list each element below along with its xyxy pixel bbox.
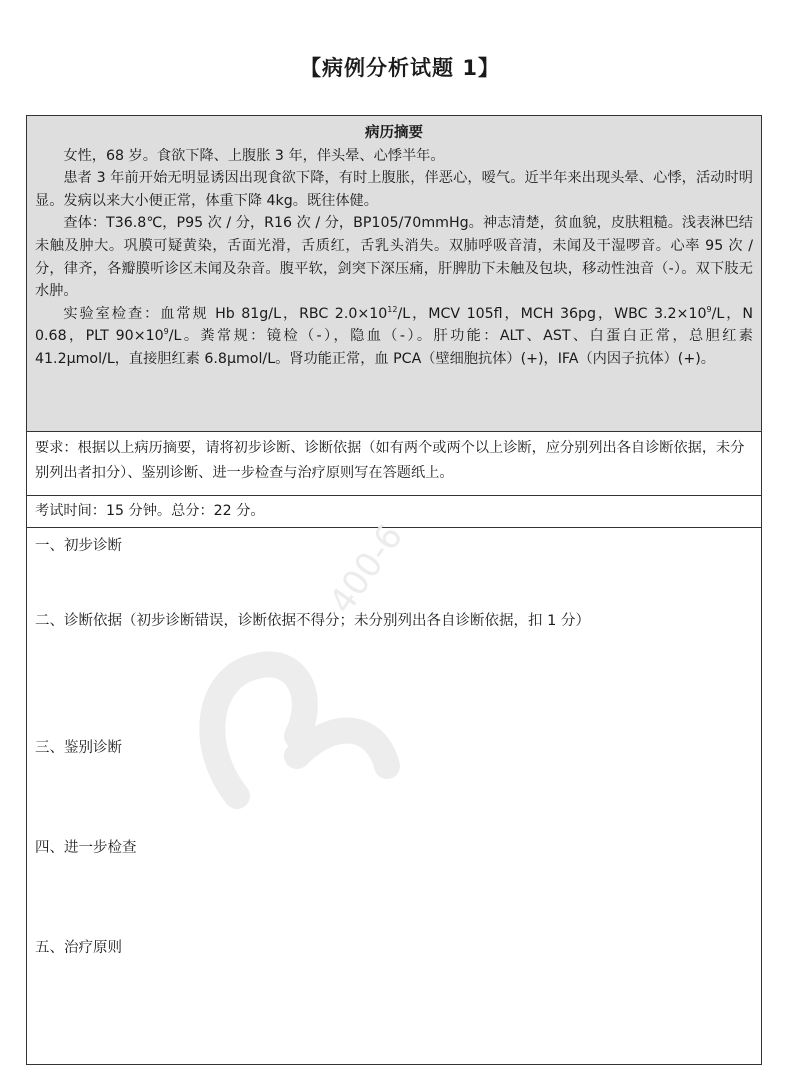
case-summary-heading: 病历摘要 [365,125,423,141]
section-preliminary-diagnosis: 一、初步诊断 [35,538,122,554]
requirement-text: 要求：根据以上病历摘要，请将初步诊断、诊断依据（如有两个或两个以上诊断，应分别列出各自诊断依据，未分别列出者扣分）、鉴别诊断、进一步检查与治疗原则写在答题纸上。 [27,432,761,496]
watermark-text: 400-6 [321,517,412,622]
page-title: 【病例分析试题 1】 [300,56,500,80]
section-further-examination: 四、进一步检查 [35,840,137,856]
exam-time-text: 考试时间：15 分钟。总分：22 分。 [27,496,761,528]
section-differential-diagnosis: 三、鉴别诊断 [35,740,122,756]
physical-exam: 查体：T36.8℃，P95 次 / 分，R16 次 / 分，BP105/70mmHg。神志清楚，贫血貌，皮肤粗糙。浅表淋巴结未触及肿大。巩膜可疑黄染，舌面光滑，舌质红，舌乳头消失。双肺呼吸音清，未闻及干湿啰音。心率 95 次 / 分，律齐，各瓣膜听诊区未闻及杂音。腹平软，剑突下深压痛，肝脾肋下未触及包块，移动性浊音（-）。双下肢无水肿。 [35,215,753,300]
watermark-logo [177,496,437,856]
lab-results: 实验室检查：血常规 Hb 81g/L，RBC $2.0\times 10^{12}/L$，MCV 105fl，MCH 36pg，WBC $3.2\times 10^9/L$，N 0.68，PLT $90\times 10^9/L$。粪常规：镜检（-），隐血（-）。肝功能：ALT、AST、白蛋白正常，总胆红素 41.2μmol/L，直接胆红素 6.8μmol/L。肾功能正常，血 PCA（壁细胞抗体）(+)，IFA（内因子抗体）(+)。 [35,304,753,367]
case-summary-box [27,116,761,432]
chief-complaint: 女性，68 岁。食欲下降、上腹胀 3 年，伴头晕、心悸半年。 [63,147,445,164]
exam-sheet [26,115,762,1065]
section-treatment-principles: 五、治疗原则 [35,940,122,956]
section-diagnostic-basis: 二、诊断依据（初步诊断错误，诊断依据不得分；未分别列出各自诊断依据，扣 1 分） [35,613,590,629]
present-history: 患者 3 年前开始无明显诱因出现食欲下降，有时上腹胀，伴恶心，嗳气。近半年来出现头晕、心悸，活动时明显。发病以来大小便正常，体重下降 4kg。既往体健。 [35,170,753,209]
